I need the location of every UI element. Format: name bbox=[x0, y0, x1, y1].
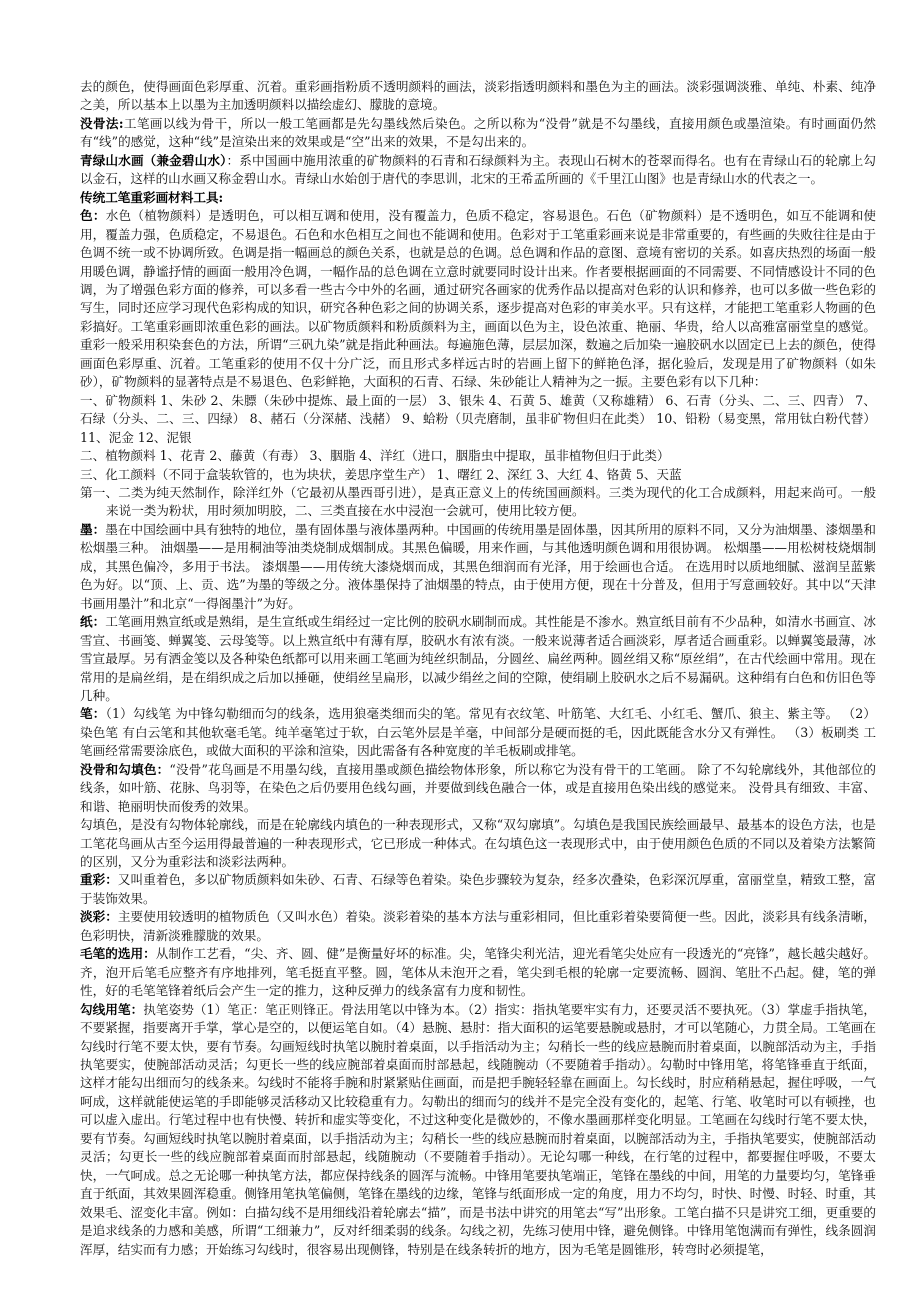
heading-dancai: 淡彩： bbox=[80, 909, 118, 925]
heading-ink: 墨： bbox=[80, 521, 106, 537]
paragraph-intro: 去的颜色，使得画面色彩厚重、沉着。重彩画指粉质不透明颜料的画法，淡彩指透明颜料和墨色为主的画法。淡彩强调淡雅、单纯、朴素、纯净之美，所以基本上以墨为主加透明颜料以描绘虚幻、朦胧的意境。 bbox=[80, 79, 876, 113]
paragraph-dancai: 淡彩：主要使用较透明的植物质色（又叫水色）着染。淡彩着染的基本方法与重彩相同，但比重彩着染要简便一些。因此，淡彩具有线条清晰，色彩明快，清新淡雅朦胧的效果。 bbox=[80, 909, 877, 943]
paragraph-mogu: 没骨法:工笔画以线为骨干，所以一般工笔画都是先勾墨线然后染色。之所以称为“没骨”就是不勾墨线，直接用颜色或墨渲染。有时画面仍然有“线”的感觉，这种“线”是渲染出来的效果或是“空”出来的效果，不是勾出来的。 bbox=[80, 115, 876, 150]
heading-color: 色： bbox=[80, 208, 106, 224]
heading-qinglu: 青绿山水画（兼金碧山水） bbox=[80, 152, 227, 168]
heading-brush-selection: 毛笔的选用： bbox=[80, 946, 156, 962]
heading-line-brush: 勾线用笔： bbox=[80, 1001, 144, 1017]
heading-mogu-goutian: 没骨和勾填色： bbox=[80, 761, 170, 777]
heading-mogu: 没骨法: bbox=[80, 115, 124, 131]
heading-brush: 笔： bbox=[80, 706, 106, 722]
paragraph-ink: 墨：墨在中国绘画中具有独特的地位，墨有固体墨与液体墨两种。中国画的传统用墨是固体墨，因其所用的原料不同，又分为油烟墨、漆烟墨和松烟墨三种。 油烟墨——是用桐油等油类烧制成烟制成。其黑色偏暖，用来作画，与其他透明颜色调和用很协调。 松烟墨——用松树枝烧烟制成，其黑色偏冷，多用于书法。 漆烟墨——用传统大漆烧烟而成，其黑色细润而有光泽，用于绘画也合适。 在选用时以质地细腻、滋润呈蓝紫色为好。以“顶、上、贡、选”为墨的等级之分。液体墨保持了油烟墨的特点，由于使用方便，现在十分普及，但用于写意画较好。其中以“天津书画用墨汁”和北京“一得阁墨汁”为好。 bbox=[80, 521, 877, 611]
heading-paper: 纸： bbox=[80, 614, 106, 630]
heading-materials: 传统工笔重彩画材料工具: bbox=[80, 189, 224, 205]
paragraph-goutian: 勾填色，是没有勾物体轮廓线，而是在轮廓线内填色的一种表现形式，又称“双勾廓填”。勾填色是我国民族绘画最早、最基本的设色方法，也是工笔花鸟画从古至今运用得最普遍的一种表现形式，它已形成一种体式。在勾填色这一表现形式中，由于使用颜色色质的不同以及着染方法繁简的区别，又分为重彩法和淡彩法两种。 bbox=[80, 817, 876, 870]
heading-zhongcai: 重彩： bbox=[80, 872, 118, 888]
paragraph-brush-selection: 毛笔的选用：从制作工艺看，“尖、齐、圆、健”是衡量好坏的标准。尖，笔锋尖利光洁，迎光看笔尖处应有一段透光的“亮锋”，越长越尖越好。齐，泡开后笔毛应整齐有序地排列，笔毛挺直平整。圆，笔体从未泡开之看，笔尖到毛根的轮廓一定要流畅、圆润、笔肚不凸起。健，笔的弹性，好的毛笔笔锋着纸后会产生一定的推力，这种反弹力的线条富有力度和韧性。 bbox=[80, 946, 877, 999]
paragraph-mogu-goutian: 没骨和勾填色：“没骨”花鸟画是不用墨勾线，直接用墨或颜色描绘物体形象，所以称它为没有骨干的工笔画。 除了不勾轮廓线外，其他部位的线条，如叶筋、花脉、鸟羽等，在染色之后仍要用色线勾画，并要做到线色融合一体，或是直接用色染出线的感觉来。 没骨具有细致、丰富、和谐、艳丽明快而俊秀的效果。 bbox=[80, 761, 876, 814]
paragraph-line-brush: 勾线用笔：执笔姿势（1）笔正：笔正则锋正。骨法用笔以中锋为本。（2）指实：指执笔要牢实有力，还要灵活不要执死。（3）掌虚手指执笔，不要紧握，指要离开手掌，掌心是空的，以便运笔自如。（4）悬腕、悬肘：指大面积的运笔要悬腕或悬肘，才可以笔随心，力贯全局。工笔画在勾线时行笔不要太快，要有节奏。勾画短线时执笔以腕肘着桌面，以手指活动为主；勾稍长一些的线应悬腕而肘着桌面，以腕部活动为主，手指执笔要实，使腕部活动灵活；勾更长一些的线应腕部着桌面而肘部悬起，线随腕动（不要随着手指动）。勾勒时中锋用笔，将笔锋垂直于纸面，这样才能勾出细而匀的线条来。勾线时不能将手腕和肘紧紧贴住画面，而是把手腕轻轻靠在画面上。勾长线时，肘应稍稍悬起，握住呼吸，一气呵成，这样就能使运笔的手即能够灵活移动又比较稳重有力。勾勒出的细而匀的线并不是完全没有变化的，起笔、行笔、收笔时可以有顿挫，也可以虚入虚出。行笔过程中也有快慢、转折和虚实等变化，不过这种变化是微妙的，不像水墨画那样变化明显。工笔画在勾线时行笔不要太快，要有节奏。勾画短线时执笔以腕肘着桌面，以手指活动为主；勾稍长一些的线应悬腕而肘着桌面，以腕部活动为主，手指执笔要实，使腕部活动灵活；勾更长一些的线应腕部着桌面而肘部悬起，线随腕动（不要随着手指动）。无论勾哪一种线，在行笔的过程中，都要握住呼吸，不要太快，一气呵成。总之无论哪一种执笔方法，都应保持线条的圆浑与流畅。中锋用笔要执笔端正，笔锋在墨线的中间，用笔的力量要均匀，笔锋垂直于纸面，其效果圆浑稳重。侧锋用笔执笔偏侧，笔锋在墨线的边缘，笔锋与纸面形成一定的角度，用力不均匀，时快、时慢、时轻、时重，其效果毛、涩变化丰富。例如：白描勾线不是用细线沿着轮廓去“描”，而是书法中讲究的用笔去“写”出形象。工笔白描不只是讲究工细，更重要的是追求线条的力感和美感，所谓“工细兼力”，反对纤细柔弱的线条。勾线之初，先练习使用中锋，避免侧锋。中锋用笔饱满而有弹性，线条圆润浑厚，结实而有力感；开始练习勾线时，很容易出现侧锋，特别是在线条转折的地方，因为毛笔是圆锥形，转弯时必须提笔， bbox=[80, 1001, 876, 1257]
paragraph-materials-heading bbox=[80, 189, 876, 207]
paragraph-color: 色：水色（植物颜料）是透明色，可以相互调和使用，没有覆盖力，色质不稳定，容易退色。石色（矿物颜料）是不透明色，如互不能调和使用，覆盖力强，色质稳定，不易退色。石色和水色相互之间也不能调和使用。色彩对于工笔重彩画来说是非常重要的，有些画的失败往往是由于色调不统一或不协调所致。色调是指一幅画总的颜色关系，也就是总的色调。总色调和作品的意图、意境有密切的关系。如喜庆热烈的场面一般用暖色调，静谧抒情的画面一般用冷色调，一幅作品的总色调在立意时就要同时设计出来。作者要根据画面的不同需要、不同情感设计不同的色调，为了增强色彩方面的修养，可以多看一些古今中外的名画，通过研究各画家的优秀作品以提高对色彩的认识和修养，也可以多做一些色彩的写生，同时还应学习现代色彩构成的知识，研究各种色彩之间的协调关系，逐步提高对色彩的审美水平。只有这样，才能把工笔重彩人物画的色彩搞好。工笔重彩画即浓重色彩的画法。以矿物质颜料和粉质颜料为主，画面以色为主，设色浓重、艳丽、华贵，给人以高雅富丽堂皇的感觉。重彩一般采用积染套色的方法，所谓“三矾九染”就是指此种画法。每遍施色薄，层层加深，数遍之后加染一遍胶矾水以固定已上去的颜色，使得画面色彩厚重、沉着。工笔重彩的使用不仅十分广泛，而且形式多样远古时的岩画上留下的鲜艳色泽，据化验后，发现是用了矿物颜料（如朱砂），矿物颜料的显著特点是不易退色、色彩鲜艳，大面积的石青、石绿、朱砂能让人精神为之一振。主要色彩有以下几种： bbox=[80, 208, 877, 390]
paragraph-paper: 纸：工笔画用熟宣纸或是熟绢，是生宣纸或生绢经过一定比例的胶矾水刷制而成。其性能是不渗水。熟宣纸目前有不少品种，如清水书画宣、冰雪宣、书画笺、蝉翼笺、云母笺等。以上熟宣纸中有薄有厚，胶矾水有浓有淡。一般来说薄者适合画淡彩，厚者适合画重彩。以蝉翼笺最薄，冰雪宣最厚。另有洒金笺以及各种染色纸都可以用来画工笔画为纯丝织制品，分圆丝、扁丝两种。圆丝绢又称“原丝绢”，在古代绘画中常用。现在常用的是扁丝绢，是在绢织成之后加以捶砸，使绢丝呈扁形，以减少绢丝之间的空隙，使绢刷上胶矾水之后不易漏矾。这种绢有白色和仿旧色等几种。 bbox=[80, 614, 877, 703]
paragraph-zhongcai: 重彩：又叫重着色，多以矿物质颜料如朱砂、石青、石绿等色着染。染色步骤较为复杂，经多次叠染，色彩深沉厚重，富丽堂皇，精致工整，富于装饰效果。 bbox=[80, 872, 877, 906]
paragraph-chemical-pigments: 三、化工颜料（不同于盒装软管的，也为块状，姜思序堂生产） 1、曙红 2、深红 3、大红 4、铬黄 5、天蓝 bbox=[80, 466, 682, 482]
paragraph-mineral-pigments: 一、矿物颜料 1、朱砂 2、朱膘（朱砂中提炼、最上面的一层） 3、银朱 4、石黄 5、雄黄（又称雄精） 6、石青（分头、二、三、四青） 7、石绿（分头、二、三、四绿） 8、赭石（分深赭、浅赭） 9、蛤粉（贝壳磨制，虽非矿物但归在此类） 10、铅粉（易变黑，常用钛白粉代替） 11、泥金 12、泥银 bbox=[80, 392, 876, 445]
paragraph-pigment-note: 第一、二类为纯天然制作，除洋红外（它最初从墨西哥引进），是真正意义上的传统国画颜料。三类为现代的化工合成颜料，用起来尚可。一般来说一类为粉状，用时须加明胶，二、三类直接在水中浸泡一会就可，使用比较方便。 bbox=[80, 484, 876, 519]
paragraph-qinglu: 青绿山水画（兼金碧山水）：系中国画中施用浓重的矿物颜料的石青和石绿颜料为主。表现山石树木的苍翠而得名。也有在青绿山石的轮廓上勾以金石，这样的山水画又称金碧山水。青绿山水始创于唐代的李思训，北宋的王希孟所画的《千里江山图》也是青绿山水的代表之一。 bbox=[80, 152, 876, 187]
paragraph-brush: 笔：（1）勾线笔 为中锋勾勒细而匀的线条，选用狼毫类细而尖的笔。常见有衣纹笔、叶筋笔、大红毛、小红毛、蟹爪、狼主、紫主等。 （2）染色笔 有白云笔和其他软毫毛笔。纯羊毫笔过于软，白云笔外层是羊毫，中间部分是硬而挺的毛，因此既能含水分又有弹性。 （3）板刷类 工笔画经常需要涂底色，或做大面积的平涂和渲染，因此需备有各种宽度的羊毛板刷或排笔。 bbox=[80, 706, 877, 759]
paragraph-plant-pigments: 二、植物颜料 1、花青 2、藤黄（有毒） 3、胭脂 4、洋红（进口，胭脂虫中提取，虽非植物但归于此类） bbox=[80, 448, 670, 464]
